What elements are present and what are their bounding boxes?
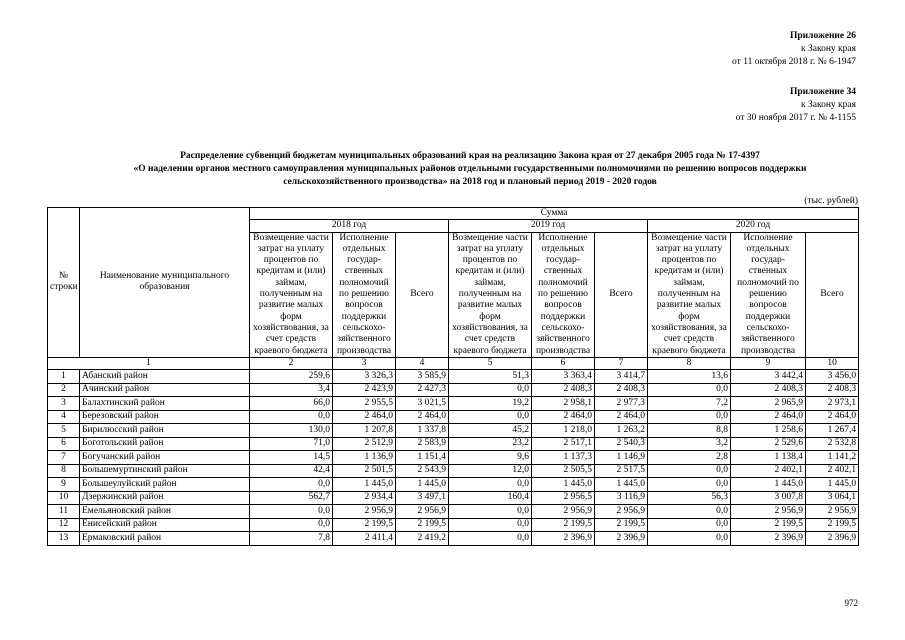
amount-cell: 2 396,9: [731, 532, 806, 546]
amount-cell: 0,0: [648, 410, 731, 424]
amount-cell: 12,0: [449, 464, 532, 478]
row-number: 10: [48, 491, 80, 505]
amount-cell: 3 442,4: [731, 370, 806, 384]
header-year-2019: 2019 год: [449, 220, 648, 232]
amount-cell: 2 517,1: [532, 437, 595, 451]
amount-cell: 1 445,0: [731, 478, 806, 492]
amount-cell: 562,7: [250, 491, 333, 505]
amount-cell: 2 543,9: [396, 464, 449, 478]
amount-cell: 14,5: [250, 451, 333, 465]
amount-cell: 2 199,5: [333, 518, 396, 532]
municipality-name: Емельяновский район: [80, 505, 250, 519]
amount-cell: 1 445,0: [595, 478, 648, 492]
amount-cell: 2 956,9: [731, 505, 806, 519]
amount-cell: 2 199,5: [532, 518, 595, 532]
amount-cell: 2 583,9: [396, 437, 449, 451]
amount-cell: 2 501,5: [333, 464, 396, 478]
amount-cell: 2 199,5: [806, 518, 859, 532]
header-total: Всего: [806, 232, 859, 357]
amount-cell: 0,0: [449, 478, 532, 492]
appendix-law-line: к Закону края: [800, 100, 856, 110]
amount-cell: 2 955,5: [333, 397, 396, 411]
amount-cell: 2 958,1: [532, 397, 595, 411]
amount-cell: 2 408,3: [532, 383, 595, 397]
amount-cell: 0,0: [250, 505, 333, 519]
column-number: 7: [595, 357, 648, 369]
amount-cell: 1 207,8: [333, 424, 396, 438]
amount-cell: 1 218,0: [532, 424, 595, 438]
municipality-name: Дзержинский район: [80, 491, 250, 505]
column-number: 9: [731, 357, 806, 369]
amount-cell: 1 445,0: [806, 478, 859, 492]
amount-cell: 2 529,6: [731, 437, 806, 451]
municipality-name: Большемуртинский район: [80, 464, 250, 478]
amount-cell: 51,3: [449, 370, 532, 384]
amount-cell: 66,0: [250, 397, 333, 411]
document-heading: [40, 150, 900, 189]
heading-line-2: «О наделении органов местного самоуправления муниципальных районов отдельными государственными полномочиями по решению вопросов поддержки: [133, 164, 807, 174]
municipality-name: Балахтинский район: [80, 397, 250, 411]
amount-cell: 2 517,5: [595, 464, 648, 478]
amount-cell: 1 141,2: [806, 451, 859, 465]
page-number: 972: [844, 598, 858, 608]
row-number: 7: [48, 451, 80, 465]
amount-cell: 3,2: [648, 437, 731, 451]
amount-cell: 2,8: [648, 451, 731, 465]
amount-cell: 2 427,3: [396, 383, 449, 397]
amount-cell: 0,0: [648, 518, 731, 532]
header-state-powers: Исполнение отдельных государ-ственных полномочий по решению вопросов поддержки сельскохо-зяйственного производства: [731, 232, 806, 357]
municipality-name: Богучанский район: [80, 451, 250, 465]
header-row-number: № строки: [48, 208, 80, 358]
header-total: Всего: [396, 232, 449, 357]
row-number: 9: [48, 478, 80, 492]
appendix-date-line: от 11 октября 2018 г. № 6-1947: [732, 57, 856, 67]
amount-cell: 3 414,7: [595, 370, 648, 384]
amount-cell: 0,0: [449, 518, 532, 532]
amount-cell: 2 464,0: [595, 410, 648, 424]
amount-cell: 2 402,1: [806, 464, 859, 478]
amount-cell: 1 445,0: [333, 478, 396, 492]
column-number: 6: [532, 357, 595, 369]
column-number: 3: [333, 357, 396, 369]
amount-cell: 19,2: [449, 397, 532, 411]
appendix-26-block: [732, 30, 856, 69]
amount-cell: 42,4: [250, 464, 333, 478]
amount-cell: 3 363,4: [532, 370, 595, 384]
header-year-2018: 2018 год: [250, 220, 449, 232]
amount-cell: 130,0: [250, 424, 333, 438]
amount-cell: 2 934,4: [333, 491, 396, 505]
municipality-name: Боготольский район: [80, 437, 250, 451]
table-row: [48, 370, 859, 384]
amount-cell: 3 007,8: [731, 491, 806, 505]
row-number: 5: [48, 424, 80, 438]
column-number-row: [48, 357, 859, 369]
amount-cell: 2 956,9: [532, 505, 595, 519]
amount-cell: 2 540,3: [595, 437, 648, 451]
amount-cell: 3 116,9: [595, 491, 648, 505]
amount-cell: 71,0: [250, 437, 333, 451]
amount-cell: 56,3: [648, 491, 731, 505]
amount-cell: 23,2: [449, 437, 532, 451]
amount-cell: 3 021,5: [396, 397, 449, 411]
appendix-title: Приложение 26: [789, 31, 856, 41]
amount-cell: 7,2: [648, 397, 731, 411]
amount-cell: 160,4: [449, 491, 532, 505]
amount-cell: 1 146,9: [595, 451, 648, 465]
amount-cell: 2 532,8: [806, 437, 859, 451]
municipality-name: Енисейский район: [80, 518, 250, 532]
municipality-name: Большеулуйский район: [80, 478, 250, 492]
amount-cell: 2 505,5: [532, 464, 595, 478]
header-year-2020: 2020 год: [648, 220, 859, 232]
amount-cell: 2 956,9: [595, 505, 648, 519]
amount-cell: 1 263,2: [595, 424, 648, 438]
row-number: 11: [48, 505, 80, 519]
amount-cell: 3 326,3: [333, 370, 396, 384]
amount-cell: 3,4: [250, 383, 333, 397]
table-row: [48, 491, 859, 505]
amount-cell: 0,0: [250, 410, 333, 424]
amount-cell: 0,0: [648, 464, 731, 478]
amount-cell: 1 445,0: [532, 478, 595, 492]
table-row: [48, 532, 859, 546]
amount-cell: 2 956,5: [532, 491, 595, 505]
amount-cell: 0,0: [648, 532, 731, 546]
header-interest-compensation: Возмещение части затрат на уплату процентов по кредитам и (или) займам, полученным на развитие малых форм хозяйствования, за счет средств краевого бюджета: [449, 232, 532, 357]
table-row: [48, 518, 859, 532]
amount-cell: 2 956,9: [806, 505, 859, 519]
amount-cell: 1 151,4: [396, 451, 449, 465]
units-label: (тыс. рублей): [804, 196, 858, 206]
amount-cell: 2 408,3: [595, 383, 648, 397]
amount-cell: 2 396,9: [595, 532, 648, 546]
row-number: 6: [48, 437, 80, 451]
subsidy-table: [47, 207, 859, 546]
amount-cell: 1 258,6: [731, 424, 806, 438]
row-number: 2: [48, 383, 80, 397]
amount-cell: 2 973,1: [806, 397, 859, 411]
amount-cell: 259,6: [250, 370, 333, 384]
table-row: [48, 397, 859, 411]
municipality-name: Ермаковский район: [80, 532, 250, 546]
amount-cell: 3 585,9: [396, 370, 449, 384]
table-row: [48, 505, 859, 519]
column-number: 5: [449, 357, 532, 369]
amount-cell: 0,0: [250, 518, 333, 532]
row-number: 13: [48, 532, 80, 546]
column-number: 8: [648, 357, 731, 369]
amount-cell: 0,0: [648, 383, 731, 397]
amount-cell: 45,2: [449, 424, 532, 438]
amount-cell: 2 464,0: [806, 410, 859, 424]
row-number: 12: [48, 518, 80, 532]
amount-cell: 2 199,5: [731, 518, 806, 532]
header-state-powers: Исполнение отдельных государ-ственных полномочий по решению вопросов поддержки сельскохо-зяйственного производства: [333, 232, 396, 357]
heading-line-3: сельскохозяйственного производства» на 2018 год и плановый период 2019 - 2020 годов: [283, 177, 657, 187]
table-row: [48, 478, 859, 492]
amount-cell: 9,6: [449, 451, 532, 465]
row-number: 8: [48, 464, 80, 478]
header-interest-compensation: Возмещение части затрат на уплату процентов по кредитам и (или) займам, полученным на развитие малых форм хозяйствования, за счет средств краевого бюджета: [250, 232, 333, 357]
amount-cell: 0,0: [449, 532, 532, 546]
amount-cell: 0,0: [648, 478, 731, 492]
amount-cell: 1 267,4: [806, 424, 859, 438]
amount-cell: 2 411,4: [333, 532, 396, 546]
appendix-34-block: [736, 86, 856, 125]
amount-cell: 1 137,3: [532, 451, 595, 465]
amount-cell: 2 199,5: [595, 518, 648, 532]
amount-cell: 7,8: [250, 532, 333, 546]
amount-cell: 2 408,3: [806, 383, 859, 397]
amount-cell: 0,0: [250, 478, 333, 492]
column-number: 4: [396, 357, 449, 369]
amount-cell: 2 419,2: [396, 532, 449, 546]
amount-cell: 2 408,3: [731, 383, 806, 397]
amount-cell: 2 402,1: [731, 464, 806, 478]
amount-cell: 2 464,0: [731, 410, 806, 424]
table-row: [48, 424, 859, 438]
amount-cell: 13,6: [648, 370, 731, 384]
amount-cell: 2 464,0: [333, 410, 396, 424]
amount-cell: 0,0: [648, 505, 731, 519]
amount-cell: 2 977,3: [595, 397, 648, 411]
municipality-name: Березовский район: [80, 410, 250, 424]
row-number: 1: [48, 370, 80, 384]
header-interest-compensation: Возмещение части затрат на уплату процентов по кредитам и (или) займам, полученным на развитие малых форм хозяйствования, за счет средств краевого бюджета: [648, 232, 731, 357]
amount-cell: 1 136,9: [333, 451, 396, 465]
heading-line-1: Распределение субвенций бюджетам муниципальных образований края на реализацию Закона края от 27 декабря 2005 года № 17-4397: [180, 151, 760, 161]
table-row: [48, 383, 859, 397]
amount-cell: 2 956,9: [396, 505, 449, 519]
table-row: [48, 437, 859, 451]
amount-cell: 1 337,8: [396, 424, 449, 438]
amount-cell: 3 456,0: [806, 370, 859, 384]
amount-cell: 0,0: [449, 410, 532, 424]
header-state-powers: Исполнение отдельных государ-ственных полномочий по решению вопросов поддержки сельскохо-зяйственного производства: [532, 232, 595, 357]
amount-cell: 2 423,9: [333, 383, 396, 397]
table-row: [48, 410, 859, 424]
amount-cell: 8,8: [648, 424, 731, 438]
row-number: 3: [48, 397, 80, 411]
amount-cell: 2 965,9: [731, 397, 806, 411]
column-number: 2: [250, 357, 333, 369]
amount-cell: 1 445,0: [396, 478, 449, 492]
amount-cell: 2 199,5: [396, 518, 449, 532]
appendix-law-line: к Закону края: [800, 44, 856, 54]
amount-cell: 3 064,1: [806, 491, 859, 505]
table-row: [48, 464, 859, 478]
amount-cell: 0,0: [449, 505, 532, 519]
column-number: 10: [806, 357, 859, 369]
amount-cell: 2 512,9: [333, 437, 396, 451]
municipality-name: Бирилюсский район: [80, 424, 250, 438]
column-number: 1: [48, 357, 250, 369]
amount-cell: 0,0: [449, 383, 532, 397]
header-sum: Сумма: [250, 208, 859, 220]
amount-cell: 2 464,0: [396, 410, 449, 424]
appendix-date-line: от 30 ноября 2017 г. № 4-1155: [735, 113, 856, 123]
appendix-title: Приложение 34: [789, 87, 856, 97]
row-number: 4: [48, 410, 80, 424]
amount-cell: 2 464,0: [532, 410, 595, 424]
municipality-name: Ачинский район: [80, 383, 250, 397]
amount-cell: 2 956,9: [333, 505, 396, 519]
amount-cell: 2 396,9: [532, 532, 595, 546]
header-municipality-name: Наименование муниципального образования: [80, 208, 250, 358]
header-total: Всего: [595, 232, 648, 357]
amount-cell: 3 497,1: [396, 491, 449, 505]
amount-cell: 1 138,4: [731, 451, 806, 465]
amount-cell: 2 396,9: [806, 532, 859, 546]
municipality-name: Абанский район: [80, 370, 250, 384]
table-row: [48, 451, 859, 465]
